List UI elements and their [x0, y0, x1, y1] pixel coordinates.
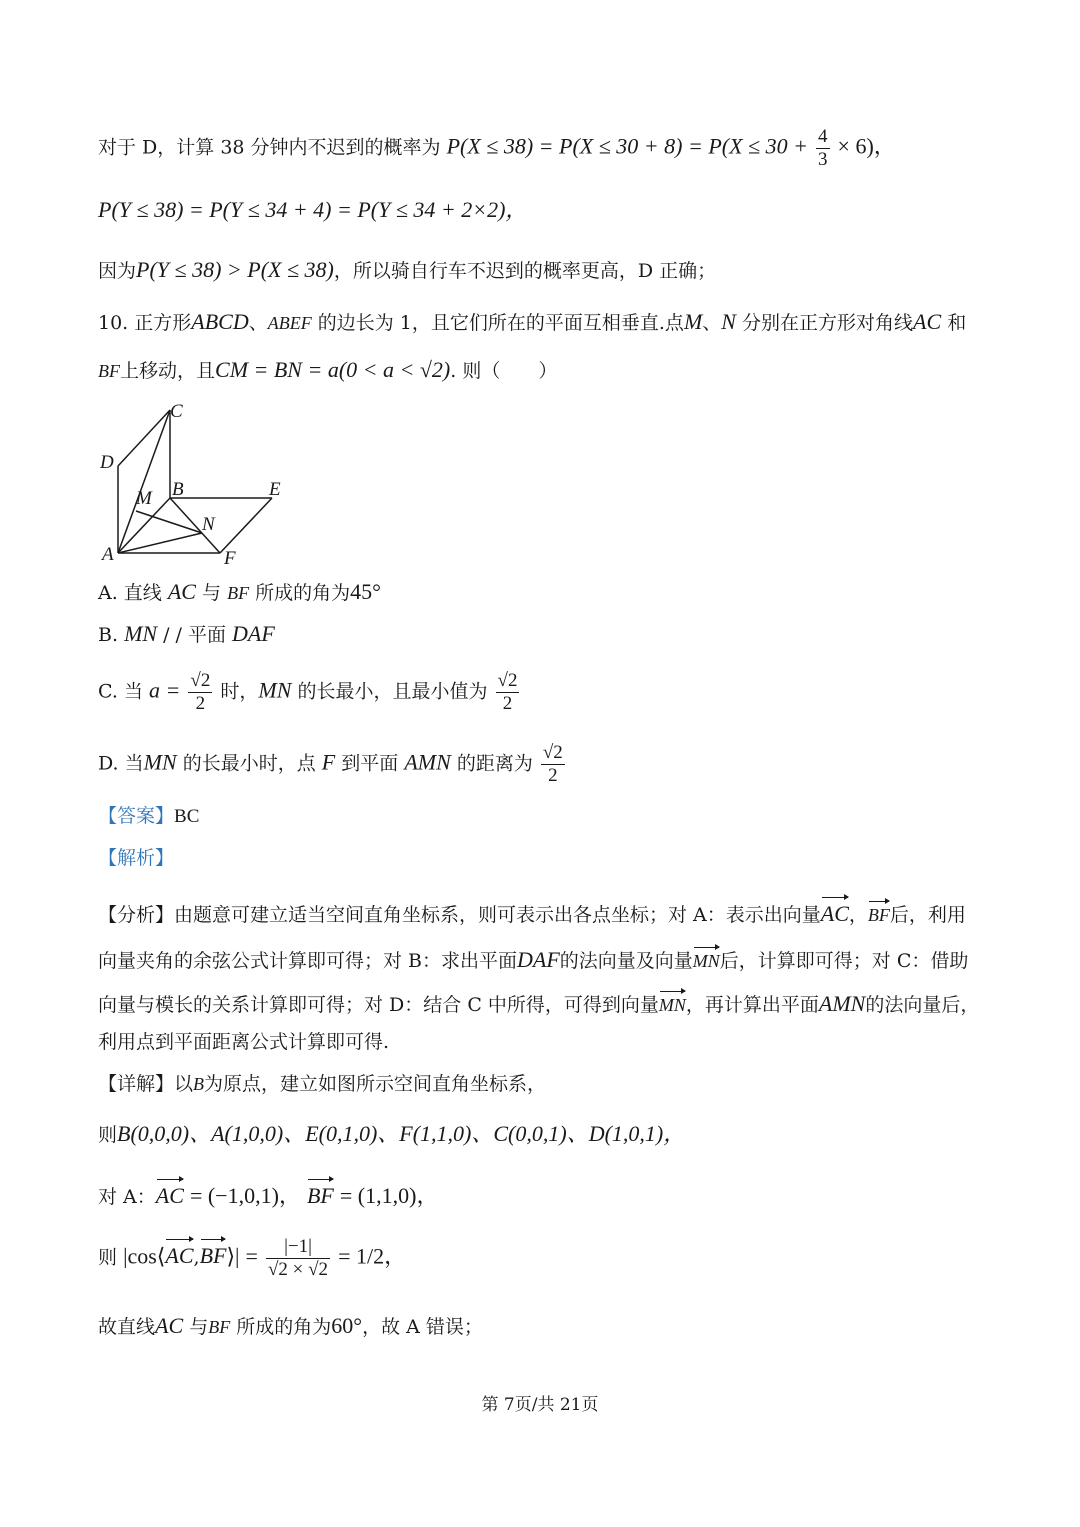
- answer-value: BC: [174, 806, 200, 827]
- question-10-line2: BF上移动，且CM = BN = a(0 < a < √2). 则（ ）: [98, 357, 558, 382]
- label-b: B: [172, 479, 184, 500]
- line-py-expression: P(Y ≤ 38) = P(Y ≤ 34 + 4) = P(Y ≤ 34 + 2×2)，: [98, 197, 528, 222]
- geometry-figure: [90, 398, 300, 568]
- answer-line: [98, 804, 199, 830]
- fenxi-line1: 【分析】由题意可建立适当空间直角坐标系，则可表示出各点坐标；对 A：表示出向量AC，BF后，利用: [98, 894, 966, 929]
- label-m: M: [136, 488, 152, 509]
- answer-tag: 【答案】: [98, 805, 175, 827]
- option-b: B. MN / / 平面 DAF: [98, 621, 275, 646]
- conclusion-line: 故直线AC 与BF 所成的角为60°，故 A 错误；: [98, 1313, 483, 1338]
- fenxi-line4: 利用点到平面距离公式计算即可得.: [98, 1031, 390, 1053]
- analysis-tag-line: 【解析】: [98, 847, 175, 869]
- label-c: C: [170, 401, 183, 422]
- label-d: D: [100, 452, 114, 473]
- segment-an: [118, 533, 202, 553]
- edge-dc: [118, 410, 170, 466]
- px-expression: P(X ≤ 38) = P(X ≤ 30 + 8) = P(X ≤ 30 +: [446, 133, 808, 159]
- diagonal-ac: [118, 410, 170, 553]
- option-a: A. 直线 AC 与 BF 所成的角为45°: [98, 579, 381, 604]
- label-a: A: [102, 544, 114, 565]
- edge-ef: [220, 498, 272, 553]
- fraction-four-thirds: $\frac{4}{3}$: [818, 126, 828, 170]
- cosine-line: 则 |cos⟨AC,BF⟩| = $\frac{|-1|}{√2 \times √2}$ = 1/2，: [98, 1236, 407, 1280]
- line-because: 因为P(Y ≤ 38) > P(X ≤ 38)，所以骑自行车不迟到的概率更高，D 正确；: [98, 257, 717, 282]
- label-f: F: [224, 548, 236, 568]
- question-10-line1: 10. 正方形ABCD、ABEF 的边长为 1，且它们所在的平面互相垂直.点M、N 分别在正方形对角线AC 和: [98, 309, 967, 334]
- option-c: C. 当 a = $\frac{√2}{2}$ 时，MN 的长最小，且最小值为 $\frac{√2}{2}$: [98, 670, 518, 714]
- fenxi-line2: 向量夹角的余弦公式计算即可得；对 B：求出平面DAF的法向量及向量MN后，计算即可得；对 C：借助: [98, 944, 968, 975]
- vector-line: 对 A：AC = (−1,0,1)， BF = (1,1,0)，: [98, 1176, 438, 1211]
- option-d: D. 当MN 的长最小时，点 F 到平面 AMN 的距离为 $\frac{√2}{2}$: [98, 742, 563, 786]
- xiangjie-line1: 【详解】以B为原点，建立如图所示空间直角坐标系，: [98, 1073, 547, 1095]
- fenxi-line3: 向量与模长的关系计算即可得；对 D：结合 C 中所得，可得到向量MN，再计算出平面AMN的法向量后，: [98, 988, 979, 1019]
- label-n: N: [202, 514, 215, 535]
- label-e: E: [269, 479, 281, 500]
- page-footer: 第 7页/共 21页: [481, 1395, 599, 1415]
- line-d-probability: 对于 D，计算 38 分钟内不迟到的概率为 P(X ≤ 38) = P(X ≤ 30 + 8) = P(X ≤ 30 + $\frac{4}{3}$ × 6)，: [98, 126, 896, 170]
- coordinates-line: 则B(0,0,0)、A(1,0,0)、E(0,1,0)、F(1,1,0)、C(0,0,1)、D(1,0,1)，: [98, 1121, 686, 1146]
- cosine-fraction: $\frac{|-1|}{√2 \times √2}$: [267, 1236, 329, 1280]
